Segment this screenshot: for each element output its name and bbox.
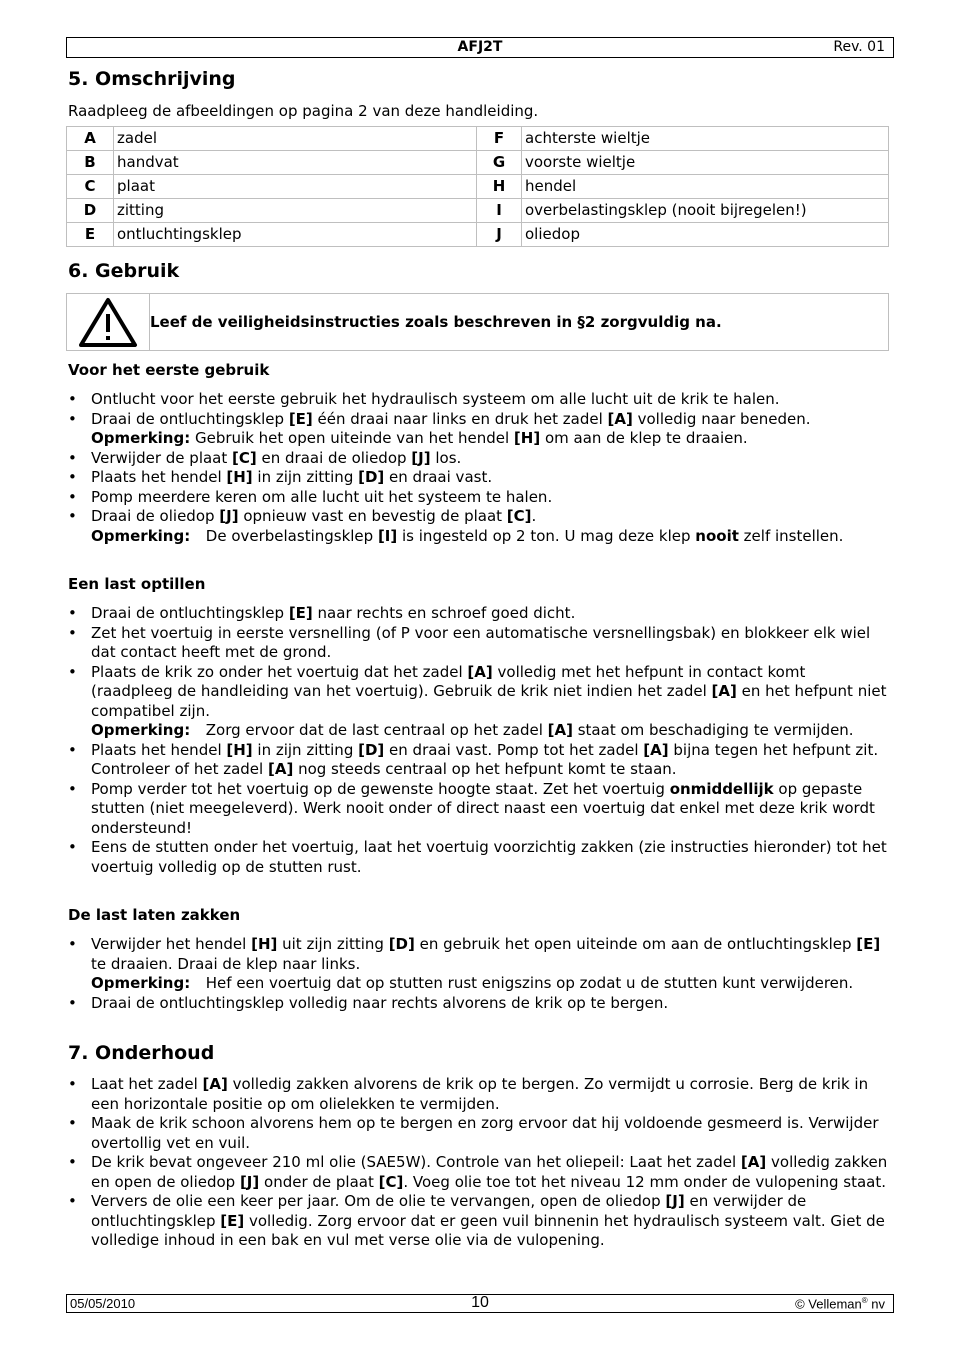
section-title-onderhoud: 7. Onderhoud xyxy=(68,1042,215,1064)
list-item: • Plaats de krik zo onder het voertuig dat het zadel [A] volledig met het hefpunt in contact komt (raadpleeg de handleiding van het voertuig). Gebruik de krik niet indien het zadel [A] en het hefpunt niet compatibel zijn. Opmerking: Zorg ervoor dat de last centraal op het zadel [A] staat om beschadiging te vermijden. xyxy=(68,662,887,739)
subheading-first-use: Voor het eerste gebruik xyxy=(68,361,270,379)
table-row xyxy=(67,151,889,175)
part-key: G xyxy=(477,151,522,175)
page-footer xyxy=(66,1294,894,1313)
list-item: • Verwijder de plaat [C] en draai de oliedop [J] los. xyxy=(68,448,462,467)
list-item: • Plaats het hendel [H] in zijn zitting [D] en draai vast. xyxy=(68,468,493,486)
list-item: • Ververs de olie een keer per jaar. Om de olie te vervangen, open de oliedop [J] en verwijder de ontluchtingsklep [E] volledig. Zorg ervoor dat er geen vuil binnenin het hydraulisch systeem valt. Giet de volledige inhoud in een bak en vul met verse olie via de vulopening. xyxy=(68,1192,885,1249)
part-key: F xyxy=(477,127,522,151)
footer-date: 05/05/2010 xyxy=(70,1296,136,1311)
part-name: handvat xyxy=(114,151,477,175)
part-name: overbelastingsklep (nooit bijregelen!) xyxy=(522,199,889,223)
list-item: • Pomp meerdere keren om alle lucht uit het systeem te halen. xyxy=(68,487,553,506)
lift-load-list xyxy=(68,604,888,877)
part-key: E xyxy=(67,223,114,247)
warning-icon-cell xyxy=(67,294,150,350)
part-key: J xyxy=(477,223,522,247)
list-item: • Eens de stutten onder het voertuig, laat het voertuig voorzichtig zakken (zie instructies hieronder) tot het voertuig volledig op de stutten rust. xyxy=(68,838,887,876)
part-key: B xyxy=(67,151,114,175)
first-use-list xyxy=(68,390,888,546)
part-key: D xyxy=(67,199,114,223)
section-title-gebruik: 6. Gebruik xyxy=(68,260,180,282)
table-row xyxy=(67,199,889,223)
subheading-lower-load: De last laten zakken xyxy=(68,906,241,924)
part-name: zitting xyxy=(114,199,477,223)
part-name: zadel xyxy=(114,127,477,151)
safety-warning-box xyxy=(66,293,889,351)
subheading-lift-load: Een last optillen xyxy=(68,575,206,593)
page-header xyxy=(66,37,894,58)
part-name: oliedop xyxy=(522,223,889,247)
table-row xyxy=(67,223,889,247)
list-item: • Laat het zadel [A] volledig zakken alvorens de krik op te bergen. Zo vermijdt u corrosie. Berg de krik in een horizontale positie op om olielekken te vermijden. xyxy=(68,1075,869,1113)
table-row xyxy=(67,175,889,199)
revision: Rev. 01 xyxy=(833,39,885,55)
model-code: AFJ2T xyxy=(457,39,503,55)
list-item: • Verwijder het hendel [H] uit zijn zitting [D] en gebruik het open uiteinde om aan de ontluchtingsklep [E] te draaien. Draai de klep naar links. Opmerking: Hef een voertuig dat op stutten rust enigszins op zodat u de stutten kunt verwijderen. xyxy=(68,935,881,992)
maintenance-list xyxy=(68,1075,888,1251)
list-item: • Draai de ontluchtingsklep [E] naar rechts en schroef goed dicht. xyxy=(68,604,576,622)
list-item: • Draai de oliedop [J] opnieuw vast en bevestig de plaat [C]. Opmerking: De overbelastingsklep [I] is ingesteld op 2 ton. U mag deze klep nooit zelf instellen. xyxy=(68,507,844,545)
part-name: achterste wieltje xyxy=(522,127,889,151)
warning-message: Leef de veiligheidsinstructies zoals beschreven in §2 zorgvuldig na. xyxy=(150,313,722,331)
section-title-omschrijving: 5. Omschrijving xyxy=(68,68,236,90)
list-item: • Draai de ontluchtingsklep volledig naar rechts alvorens de krik op te bergen. xyxy=(68,993,669,1012)
part-key: A xyxy=(67,127,114,151)
list-item: • Pomp verder tot het voertuig op de gewenste hoogte staat. Zet het voertuig onmiddellijk op gepaste stutten (niet meegeleverd). Werk nooit onder of direct naast een voertuig dat enkel met deze krik wordt ondersteund! xyxy=(68,779,875,837)
list-item: • Plaats het hendel [H] in zijn zitting [D] en draai vast. Pomp tot het zadel [A] bijna tegen het hefpunt zit. Controleer of het zadel [A] nog steeds centraal op het hefpunt komt te staan. xyxy=(68,740,879,778)
part-name: ontluchtingsklep xyxy=(114,223,477,247)
part-name: hendel xyxy=(522,175,889,199)
table-row xyxy=(67,127,889,151)
part-key: H xyxy=(477,175,522,199)
list-item: • Draai de ontluchtingsklep [E] één draai naar links en druk het zadel [A] volledig naar beneden. Opmerking: Gebruik het open uiteinde van het hendel [H] om aan de klep te draaien. xyxy=(68,409,811,447)
part-key: I xyxy=(477,199,522,223)
list-item: • De krik bevat ongeveer 210 ml olie (SAE5W). Controle van het oliepeil: Laat het zadel [A] volledig zakken en open de oliedop [J] onder de plaat [C]. Voeg olie toe tot het niveau 12 mm onder de vulopening staat. xyxy=(68,1153,888,1191)
intro-text: Raadpleeg de afbeeldingen op pagina 2 van deze handleiding. xyxy=(68,102,539,120)
list-item: • Ontlucht voor het eerste gebruik het hydraulisch systeem om alle lucht uit de krik te halen. xyxy=(68,390,780,408)
part-name: voorste wieltje xyxy=(522,151,889,175)
lower-load-list xyxy=(68,935,888,1013)
list-item: • Maak de krik schoon alvorens hem op te bergen en zorg ervoor dat hij voldoende gesmeerd is. Verwijder overtollig vet en vuil. xyxy=(68,1114,879,1152)
list-item: • Zet het voertuig in eerste versnelling (of P voor een automatische versnellingsbak) en blokkeer elk wiel dat contact heeft met de grond. xyxy=(68,623,871,661)
page-number: 10 xyxy=(471,1294,489,1311)
copyright: © Velleman® nv xyxy=(795,1296,885,1312)
warning-triangle-icon xyxy=(67,294,149,350)
part-name: plaat xyxy=(114,175,477,199)
part-key: C xyxy=(67,175,114,199)
parts-table xyxy=(66,126,889,247)
